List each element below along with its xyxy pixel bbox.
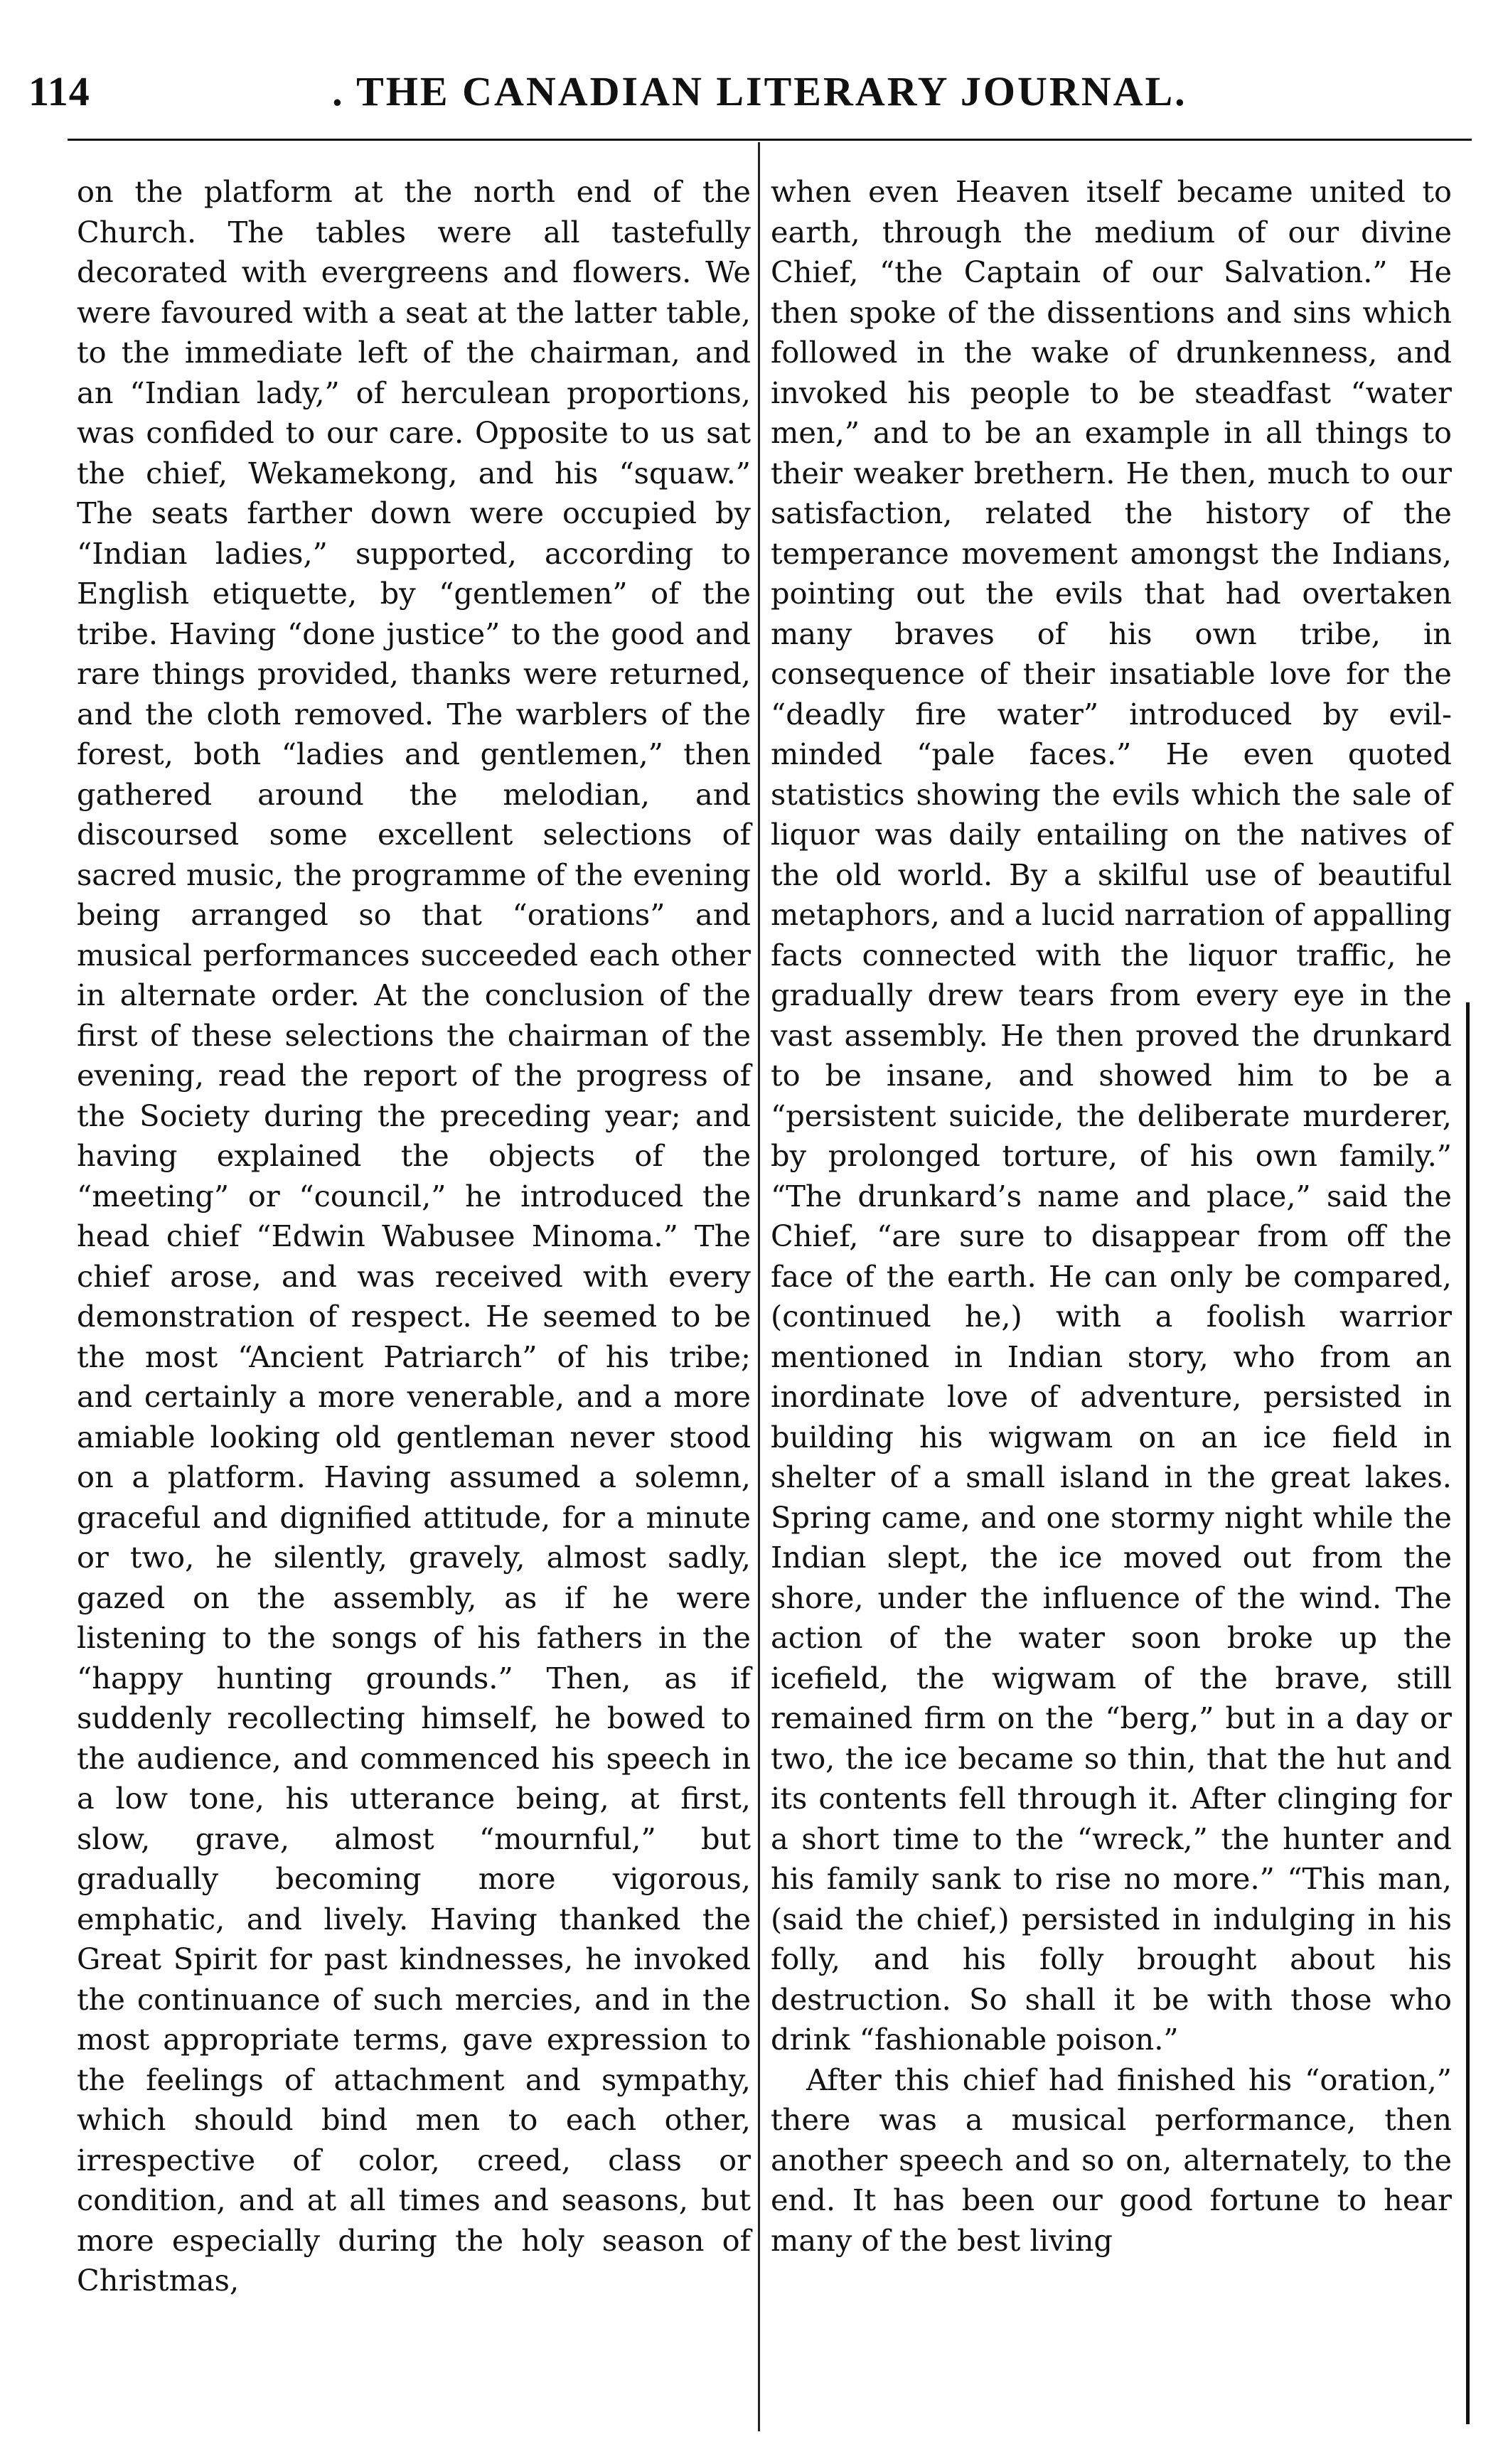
right-edge-rule (1466, 1002, 1470, 2424)
header-rule (68, 139, 1472, 141)
page-number: 114 (28, 68, 90, 114)
left-paragraph-1: on the platform at the north end of the Church. The tables were all tastefully decorated with evergreens and flowers. We were favoured with a seat at the latter table, to the immediate left of the chairman, and an “Indian lady,” of herculean proportions, was confided to our care. Opposite to us sat the chief, Wekamekong, and his “squaw.” The seats farther down were occupied by “Indian ladies,” supported, according to English etiquette, by “gentlemen” of the tribe. Having “done justice” to the good and rare things provided, thanks were returned, and the cloth removed. The warblers of the forest, both “ladies and gentlemen,” then gathered around the melodian, and discoursed some excellent selections of sacred music, the programme of the evening being arranged so that “orations” and musical performances succeeded each other in alternate order. At the conclusion of the first of these selections the chairman of the evening, read the report of the progress of the Society during the preceding year; and having explained the objects of the “meeting” or “council,” he introduced the head chief “Edwin Wabusee Minoma.” The chief arose, and was received with every demonstration of respect. He seemed to be the most “Ancient Patriarch” of his tribe; and certainly a more venerable, and a more amiable looking old gentleman never stood on a platform. Having assumed a solemn, graceful and dignified attitude, for a minute or two, he silently, gravely, almost sadly, gazed on the assembly, as if he were listening to the songs of his fathers in the “happy hunting grounds.” Then, as if suddenly recollecting himself, he bowed to the audience, and commenced his speech in a low tone, his utterance being, at first, slow, grave, almost “mournful,” but gradually becoming more vigorous, emphatic, and lively. Having thanked the Great Spirit for past kindnesses, he invoked the continuance of such mercies, and in the most appropriate terms, gave expression to the feelings of attachment and sympathy, which should bind men to each other, irrespective of color, creed, class or condition, and at all times and seasons, but more especially during the holy season of Christmas, (77, 174, 751, 2298)
running-title: . THE CANADIAN LITERARY JOURNAL. (332, 68, 1187, 114)
left-column (77, 172, 751, 2301)
right-paragraph-1: when even Heaven itself became united to earth, through the medium of our divine Chief, “the Captain of our Salvation.” He then spoke of the dissentions and sins which followed in the wake of drunkenness, and invoked his people to be steadfast “water men,” and to be an example in all things to their weaker brethern. He then, much to our satisfaction, related the history of the temperance movement amongst the Indians, pointing out the evils that had overtaken many braves of his own tribe, in consequence of their insatiable love for the “deadly fire water” introduced by evil-minded “pale faces.” He even quoted statistics showing the evils which the sale of liquor was daily entailing on the natives of the old world. By a skilful use of beautiful metaphors, and a lucid narration of appalling facts connected with the liquor traffic, he gradually drew tears from every eye in the vast assembly. He then proved the drunkard to be insane, and showed him to be a “persistent suicide, the deliberate murderer, by prolonged torture, of his own family.” “The drunkard’s name and place,” said the Chief, “are sure to disappear from off the face of the earth. He can only be compared, (continued he,) with a foolish warrior mentioned in Indian story, who from an inordinate love of adventure, persisted in building his wigwam on an ice field in shelter of a small island in the great lakes. Spring came, and one stormy night while the Indian slept, the ice moved out from the shore, under the influence of the wind. The action of the water soon broke up the icefield, the wigwam of the brave, still remained firm on the “berg,” but in a day or two, the ice became so thin, that the hut and its contents fell through it. After clinging for a short time to the “wreck,” the hunter and his family sank to rise no more.” “This man, (said the chief,) persisted in indulging in his folly, and his folly brought about his destruction. So shall it be with those who drink “fashionable poison.” (771, 174, 1452, 2057)
right-column (771, 172, 1452, 2261)
page-header (28, 37, 1472, 115)
column-divider (758, 142, 760, 2431)
right-paragraph-2: After this chief had finished his “oration,” there was a musical performance, then another speech and so on, alternately, to the end. It has been our good fortune to hear many of the best living (771, 2062, 1452, 2258)
